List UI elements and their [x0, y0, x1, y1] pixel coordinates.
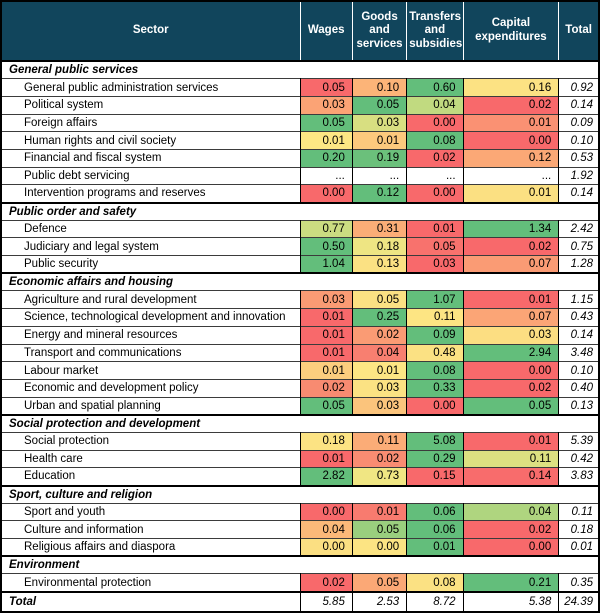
- value-cell: 0.03: [352, 397, 406, 415]
- table-row: [2, 291, 598, 309]
- value-cell: 0.03: [407, 256, 463, 274]
- value-cell: 1.34: [463, 220, 559, 238]
- value-cell: 1.04: [300, 256, 352, 274]
- value-cell: 0.14: [463, 468, 559, 486]
- grand-total-label: Total: [2, 592, 300, 611]
- value-cell: 0.01: [463, 291, 559, 309]
- table-row: [2, 326, 598, 344]
- grand-total-row: [2, 592, 598, 611]
- value-cell: 0.10: [352, 79, 406, 97]
- value-cell: 0.60: [407, 79, 463, 97]
- row-total: 0.14: [559, 96, 598, 114]
- row-total: 0.92: [559, 79, 598, 97]
- section-header-row: [2, 203, 598, 221]
- row-total: 0.09: [559, 114, 598, 132]
- value-cell: 0.11: [463, 450, 559, 468]
- sector-name: Energy and mineral resources: [2, 326, 300, 344]
- value-cell: 0.05: [300, 114, 352, 132]
- sector-name: Labour market: [2, 362, 300, 380]
- value-cell: 2.82: [300, 468, 352, 486]
- sector-name: Environmental protection: [2, 574, 300, 592]
- sector-name: Foreign affairs: [2, 114, 300, 132]
- section-header-row: [2, 273, 598, 291]
- sector-name: Transport and communications: [2, 344, 300, 362]
- row-total: 0.11: [559, 503, 598, 521]
- value-cell: 0.03: [300, 291, 352, 309]
- value-cell: 0.01: [300, 309, 352, 327]
- table-row: [2, 432, 598, 450]
- row-total: 1.28: [559, 256, 598, 274]
- value-cell: 0.11: [407, 309, 463, 327]
- value-cell: 0.01: [300, 344, 352, 362]
- section-title: General public services: [2, 61, 598, 79]
- section-title: Social protection and development: [2, 415, 598, 433]
- sector-name: Political system: [2, 96, 300, 114]
- value-cell: 0.18: [300, 432, 352, 450]
- table-row: [2, 521, 598, 539]
- value-cell: 1.07: [407, 291, 463, 309]
- column-header-total: Total: [559, 2, 598, 61]
- value-cell: 0.08: [407, 574, 463, 592]
- grand-total-value: 5.38: [463, 592, 559, 611]
- value-cell: 0.05: [352, 96, 406, 114]
- row-total: 0.35: [559, 574, 598, 592]
- value-cell: 0.00: [463, 539, 559, 557]
- value-cell: 0.02: [352, 450, 406, 468]
- row-total: 0.43: [559, 309, 598, 327]
- table-row: [2, 96, 598, 114]
- table-row: [2, 344, 598, 362]
- header-row: [2, 2, 598, 61]
- value-cell: 0.01: [463, 185, 559, 203]
- row-total: 0.14: [559, 185, 598, 203]
- value-cell: 0.01: [463, 432, 559, 450]
- row-total: 0.13: [559, 397, 598, 415]
- value-cell: 0.03: [300, 96, 352, 114]
- column-header-wages: Wages: [300, 2, 352, 61]
- sector-name: Urban and spatial planning: [2, 397, 300, 415]
- sector-name: Economic and development policy: [2, 379, 300, 397]
- value-cell: 0.01: [407, 220, 463, 238]
- value-cell: 0.02: [463, 379, 559, 397]
- row-total: 5.39: [559, 432, 598, 450]
- table-row: [2, 503, 598, 521]
- table-row: [2, 114, 598, 132]
- section-header-row: [2, 415, 598, 433]
- section-title: Environment: [2, 556, 598, 574]
- value-cell: 0.09: [407, 326, 463, 344]
- table-row: [2, 132, 598, 150]
- sector-name: Sport and youth: [2, 503, 300, 521]
- value-cell: 0.06: [407, 503, 463, 521]
- value-cell: 0.01: [300, 132, 352, 150]
- value-cell: 0.02: [352, 326, 406, 344]
- value-cell: 0.00: [407, 185, 463, 203]
- value-cell: 0.20: [300, 149, 352, 167]
- value-cell: 0.04: [463, 503, 559, 521]
- value-cell: 0.04: [300, 521, 352, 539]
- value-cell: 0.01: [352, 503, 406, 521]
- column-header-capital-expenditures: Capital expenditures: [463, 2, 559, 61]
- value-cell: 0.05: [352, 521, 406, 539]
- value-cell: 0.00: [463, 362, 559, 380]
- table-body: [2, 61, 598, 611]
- value-cell: 0.00: [300, 503, 352, 521]
- value-cell: 0.01: [407, 539, 463, 557]
- value-cell: 5.08: [407, 432, 463, 450]
- row-total: 3.48: [559, 344, 598, 362]
- value-cell: 0.05: [300, 79, 352, 97]
- value-cell: 0.00: [407, 114, 463, 132]
- value-cell: 0.16: [463, 79, 559, 97]
- table-row: [2, 238, 598, 256]
- value-cell: 0.31: [352, 220, 406, 238]
- table-row: [2, 309, 598, 327]
- value-cell: 0.50: [300, 238, 352, 256]
- section-header-row: [2, 61, 598, 79]
- row-total: 0.40: [559, 379, 598, 397]
- value-cell: 0.00: [352, 539, 406, 557]
- value-cell: 0.03: [352, 379, 406, 397]
- value-cell: 2.94: [463, 344, 559, 362]
- sector-name: Public debt servicing: [2, 167, 300, 185]
- value-cell: 0.02: [300, 379, 352, 397]
- value-cell: 0.33: [407, 379, 463, 397]
- row-total: 3.83: [559, 468, 598, 486]
- value-cell: 0.03: [463, 326, 559, 344]
- value-cell: 0.06: [407, 521, 463, 539]
- row-total: 0.10: [559, 362, 598, 380]
- value-cell: 0.05: [407, 238, 463, 256]
- sector-name: Financial and fiscal system: [2, 149, 300, 167]
- table-row: [2, 362, 598, 380]
- value-cell: 0.02: [463, 521, 559, 539]
- value-cell: 0.03: [352, 114, 406, 132]
- value-cell: ...: [463, 167, 559, 185]
- table-row: [2, 450, 598, 468]
- column-header-transfers-and-subsidies: Transfers and subsidies: [407, 2, 463, 61]
- value-cell: ...: [352, 167, 406, 185]
- table-row: [2, 220, 598, 238]
- value-cell: 0.01: [463, 114, 559, 132]
- row-total: 0.01: [559, 539, 598, 557]
- row-total: 0.75: [559, 238, 598, 256]
- sector-name: Education: [2, 468, 300, 486]
- column-header-goods-and-services: Goods and services: [352, 2, 406, 61]
- value-cell: 0.02: [407, 149, 463, 167]
- table-row: [2, 397, 598, 415]
- value-cell: 0.73: [352, 468, 406, 486]
- value-cell: 0.25: [352, 309, 406, 327]
- value-cell: 0.07: [463, 256, 559, 274]
- value-cell: 0.00: [407, 397, 463, 415]
- value-cell: 0.02: [463, 96, 559, 114]
- value-cell: ...: [300, 167, 352, 185]
- table-row: [2, 149, 598, 167]
- table-header: [2, 2, 598, 61]
- row-total: 0.18: [559, 521, 598, 539]
- section-header-row: [2, 556, 598, 574]
- grand-total-value: 2.53: [352, 592, 406, 611]
- table-row: [2, 468, 598, 486]
- sector-name: Religious affairs and diaspora: [2, 539, 300, 557]
- row-total: 2.42: [559, 220, 598, 238]
- grand-total-value: 8.72: [407, 592, 463, 611]
- value-cell: 0.00: [463, 132, 559, 150]
- row-total: 1.92: [559, 167, 598, 185]
- sector-name: Defence: [2, 220, 300, 238]
- table-row: [2, 79, 598, 97]
- sector-name: Science, technological development and innovation: [2, 309, 300, 327]
- table-row: [2, 574, 598, 592]
- section-title: Economic affairs and housing: [2, 273, 598, 291]
- value-cell: 0.13: [352, 256, 406, 274]
- sector-name: Judiciary and legal system: [2, 238, 300, 256]
- value-cell: 0.05: [352, 291, 406, 309]
- column-header-sector: Sector: [2, 2, 300, 61]
- section-title: Sport, culture and religion: [2, 486, 598, 504]
- sector-name: Public security: [2, 256, 300, 274]
- table-row: [2, 185, 598, 203]
- sector-name: Social protection: [2, 432, 300, 450]
- value-cell: 0.18: [352, 238, 406, 256]
- value-cell: 0.12: [463, 149, 559, 167]
- sector-name: Health care: [2, 450, 300, 468]
- value-cell: 0.02: [463, 238, 559, 256]
- row-total: 1.15: [559, 291, 598, 309]
- value-cell: 0.02: [300, 574, 352, 592]
- value-cell: 0.77: [300, 220, 352, 238]
- value-cell: 0.21: [463, 574, 559, 592]
- value-cell: 0.05: [463, 397, 559, 415]
- table-row: [2, 379, 598, 397]
- value-cell: 0.07: [463, 309, 559, 327]
- section-title: Public order and safety: [2, 203, 598, 221]
- value-cell: 0.01: [352, 362, 406, 380]
- value-cell: 0.01: [352, 132, 406, 150]
- value-cell: 0.48: [407, 344, 463, 362]
- value-cell: 0.00: [300, 539, 352, 557]
- grand-total-sum: 24.39: [559, 592, 598, 611]
- value-cell: 0.01: [300, 450, 352, 468]
- value-cell: 0.05: [352, 574, 406, 592]
- value-cell: 0.11: [352, 432, 406, 450]
- expenditure-table: [2, 2, 598, 611]
- table-row: [2, 539, 598, 557]
- value-cell: 0.15: [407, 468, 463, 486]
- sector-name: Agriculture and rural development: [2, 291, 300, 309]
- sector-name: Culture and information: [2, 521, 300, 539]
- value-cell: 0.08: [407, 362, 463, 380]
- value-cell: 0.12: [352, 185, 406, 203]
- value-cell: 0.04: [407, 96, 463, 114]
- grand-total-value: 5.85: [300, 592, 352, 611]
- row-total: 0.10: [559, 132, 598, 150]
- row-total: 0.53: [559, 149, 598, 167]
- row-total: 0.14: [559, 326, 598, 344]
- sector-name: Intervention programs and reserves: [2, 185, 300, 203]
- value-cell: 0.01: [300, 326, 352, 344]
- value-cell: 0.04: [352, 344, 406, 362]
- value-cell: 0.00: [300, 185, 352, 203]
- sector-name: General public administration services: [2, 79, 300, 97]
- value-cell: 0.19: [352, 149, 406, 167]
- table-row: [2, 256, 598, 274]
- value-cell: 0.29: [407, 450, 463, 468]
- value-cell: 0.01: [300, 362, 352, 380]
- sector-name: Human rights and civil society: [2, 132, 300, 150]
- table-row: [2, 167, 598, 185]
- value-cell: ...: [407, 167, 463, 185]
- section-header-row: [2, 486, 598, 504]
- row-total: 0.42: [559, 450, 598, 468]
- value-cell: 0.05: [300, 397, 352, 415]
- value-cell: 0.08: [407, 132, 463, 150]
